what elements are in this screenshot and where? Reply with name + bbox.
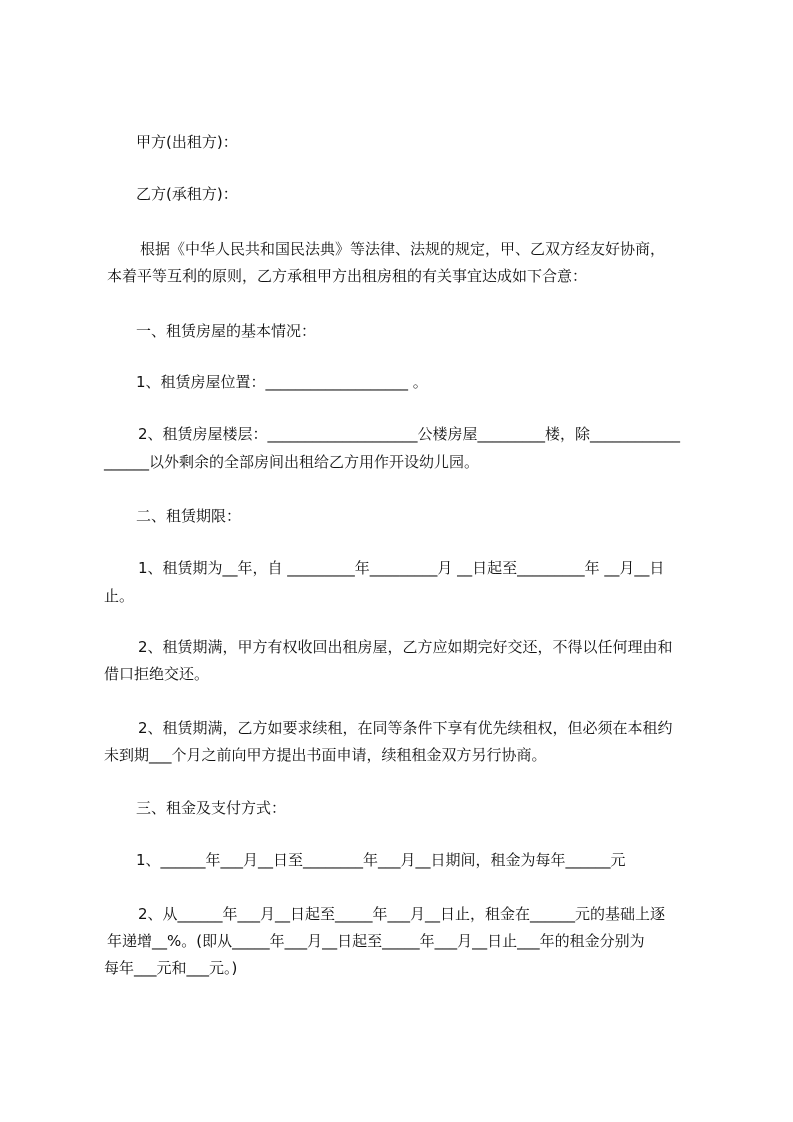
section-1-item-2-line-2: ______以外剩余的全部房间出租给乙方用作开设幼儿园。: [104, 453, 480, 471]
section-1-heading: 一、租赁房屋的基本情况：: [136, 322, 317, 340]
section-2-item-2-line-1: 2、租赁期满，甲方有权收回出租房屋，乙方应如期完好交还，不得以任何理由和: [138, 638, 673, 656]
section-1-item-2-line-1: 2、租赁房屋楼层：____________________公楼房屋_________楼，除____________: [138, 425, 681, 443]
party-a-label: 甲方(出租方)：: [136, 133, 238, 151]
section-3-item-2-line-1: 2、从______年___月__日起至_____年___月__日止，租金在______元的基础上逐: [138, 905, 666, 923]
party-b-label: 乙方(承租方)：: [136, 185, 238, 203]
section-2-item-1-line-1: 1、租赁期为__年，自 _________年_________月 __日起至_________年 __月__日: [138, 559, 665, 577]
section-3-item-2-line-3: 每年___元和___元。): [104, 959, 238, 977]
section-2-item-2-line-2: 借口拒绝交还。: [104, 665, 210, 683]
section-3-heading: 三、租金及支付方式：: [136, 799, 287, 817]
section-3-item-2-line-2: 年递增__%。(即从_____年___月__日起至_____年___月__日止___年的租金分别为: [107, 932, 645, 950]
section-3-item-1: 1、______年___月__日至________年___月__日期间，租金为每年______元: [136, 851, 626, 869]
intro-line-2: 本着平等互利的原则，乙方承租甲方出租房租的有关事宜达成如下合意：: [107, 267, 588, 285]
section-2-item-1-line-2: 止。: [104, 587, 135, 605]
section-1-item-1: 1、租赁房屋位置：___________________ 。: [136, 373, 428, 391]
section-2-item-3-line-1: 2、租赁期满，乙方如要求续租，在同等条件下享有优先续租权，但必须在本租约: [138, 719, 673, 737]
section-2-heading: 二、租赁期限：: [136, 507, 242, 525]
intro-line-1: 根据《中华人民共和国民法典》等法律、法规的规定，甲、乙双方经友好协商，: [140, 240, 666, 258]
section-2-item-3-line-2: 未到期___个月之前向甲方提出书面申请，续租租金双方另行协商。: [104, 746, 547, 764]
